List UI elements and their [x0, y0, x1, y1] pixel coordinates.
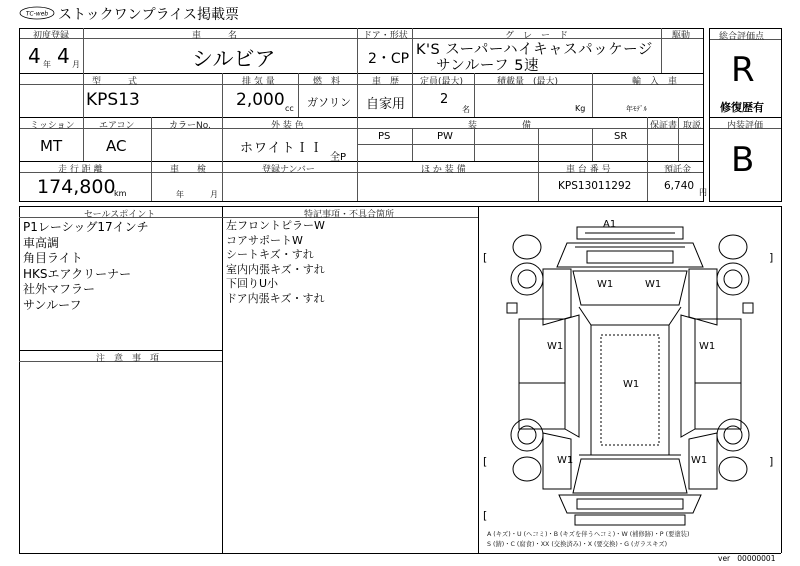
total-score: R — [731, 50, 755, 90]
grade-label: グ レ ー ド — [505, 31, 569, 41]
list-item: 下回りU小 — [226, 277, 279, 290]
damage-mark: W1 — [597, 279, 614, 290]
list-item: シートキズ・すれ — [226, 248, 314, 261]
score-note: 修復歴有 — [720, 101, 764, 114]
list-item: コアサポートW — [226, 233, 303, 247]
list-item: HKSエアクリーナー — [23, 266, 132, 281]
damage-mark: W1 — [691, 455, 708, 466]
logo — [19, 5, 55, 19]
interior-score-label: 内装評価 — [727, 121, 764, 131]
inspection-label: 車 検 — [170, 165, 207, 175]
damage-mark: W1 — [547, 341, 564, 352]
notes-list — [226, 219, 325, 306]
total-score-label: 総合評価点 — [719, 32, 765, 42]
grade-line1: K'S スーパーハイキャスパッケージ — [416, 42, 653, 58]
svg-text:TC-web: TC-web — [25, 10, 49, 18]
first-reg-month: 4 — [57, 44, 70, 68]
paint-code: 全P — [330, 152, 347, 163]
chassis-no: KPS13011292 — [558, 180, 632, 192]
list-item: ドア内張キズ・すれ — [226, 291, 325, 305]
notes-label: 特記事項・不具合箇所 — [304, 210, 395, 220]
damage-mark: W1 — [645, 279, 662, 290]
mileage-unit: km — [114, 189, 127, 198]
displacement: 2,000 — [236, 90, 285, 110]
inspection-year-unit: 年 — [176, 190, 184, 199]
import-label: 輸 入 車 — [632, 77, 678, 87]
legend-line2: S (錆)・C (腐食)・XX (交換済み)・X (要交換)・G (ガラスキズ) — [487, 541, 668, 548]
year-unit: 年 — [43, 60, 51, 69]
month-unit: 月 — [72, 60, 80, 69]
legend-line1: A (キズ)・U (ヘコミ)・B (キズを伴うヘコミ)・W (補修跡)・P (要塗装) — [487, 531, 690, 538]
bracket: ] — [769, 251, 774, 264]
version: ver 00000001 — [718, 554, 776, 563]
other-equip-label: ほ か 装 備 — [421, 165, 466, 175]
capacity-label: 定員(最大) — [420, 77, 464, 87]
history: 自家用 — [366, 97, 406, 112]
warranty-label: 保証書 — [650, 121, 678, 131]
damage-mark: A1 — [603, 219, 617, 230]
first-reg-year: 4 — [28, 44, 41, 68]
price-label: 預託金 — [664, 165, 692, 175]
bracket: [ — [483, 455, 488, 468]
sales-points-list — [23, 220, 149, 313]
manual-label: 取説 — [683, 121, 702, 131]
fuel-label: 燃 料 — [313, 77, 341, 87]
list-item: 車高調 — [23, 235, 60, 250]
capacity-unit: 名 — [462, 105, 470, 114]
bracket: [ — [483, 509, 488, 522]
damage-mark: W1 — [557, 455, 574, 466]
sales-points-label: セールスポイント — [84, 210, 156, 220]
bracket: [ — [483, 251, 488, 264]
mileage-label: 走 行 距 離 — [58, 165, 103, 175]
price: 6,740 — [664, 180, 695, 192]
car-name-label: 車 名 — [192, 31, 238, 41]
model-code: KPS13 — [86, 90, 140, 110]
color-no-label: カラーNo. — [169, 121, 211, 131]
first-reg-label: 初度登録 — [33, 31, 70, 41]
inspection-month-unit: 月 — [210, 190, 218, 199]
door-type-label: ドア・形状 — [363, 31, 408, 41]
equip-pw: PW — [437, 131, 453, 142]
equipment-label: 装 備 — [468, 121, 532, 131]
car-damage-diagram — [479, 207, 781, 553]
aircon-label: エアコン — [99, 121, 135, 131]
load-unit: Kg — [575, 104, 586, 113]
model-label: 型 式 — [92, 77, 138, 87]
drive-label: 駆動 — [672, 31, 691, 41]
mission: MT — [40, 137, 63, 155]
bracket: ] — [769, 455, 774, 468]
aircon: AC — [106, 137, 127, 155]
exterior-color-label: 外 装 色 — [271, 121, 304, 131]
exterior-color: ホワイトＩＩ — [240, 141, 324, 156]
damage-mark: W1 — [699, 341, 716, 352]
equip-ps: PS — [378, 131, 391, 142]
list-item: 社外マフラー — [23, 282, 96, 296]
door-type: 2・CP — [368, 51, 410, 67]
equip-sr: SR — [614, 131, 628, 142]
plate-label: 登録ナンバー — [262, 165, 315, 175]
caution-label: 注 意 事 項 — [96, 354, 160, 364]
load-label: 積載量 (最大) — [497, 77, 559, 87]
mileage: 174,800 — [37, 176, 116, 198]
mission-label: ミッション — [30, 121, 75, 131]
list-item: 室内内張キズ・すれ — [226, 262, 325, 276]
list-item: 左フロントピラーW — [226, 219, 325, 232]
history-label: 車 歴 — [372, 77, 400, 87]
capacity: 2 — [440, 92, 449, 107]
list-item: P1レーシッグ17インチ — [23, 220, 149, 234]
chassis-label: 車 台 番 号 — [566, 165, 611, 175]
displacement-unit: cc — [285, 104, 294, 113]
damage-mark: W1 — [623, 379, 640, 390]
interior-score: B — [731, 140, 755, 180]
car-name: シルビア — [192, 47, 276, 71]
page-title: ストックワンプライス掲載票 — [58, 7, 240, 23]
list-item: 角目ライト — [23, 251, 83, 265]
grade-line2: サンルーフ 5速 — [436, 58, 540, 74]
price-unit: 円 — [699, 188, 707, 197]
import-unit: 年ﾓﾃﾞﾙ — [626, 105, 647, 113]
list-item: サンルーフ — [23, 297, 82, 312]
displacement-label: 排 気 量 — [242, 77, 275, 87]
fuel: ガソリン — [307, 96, 351, 109]
